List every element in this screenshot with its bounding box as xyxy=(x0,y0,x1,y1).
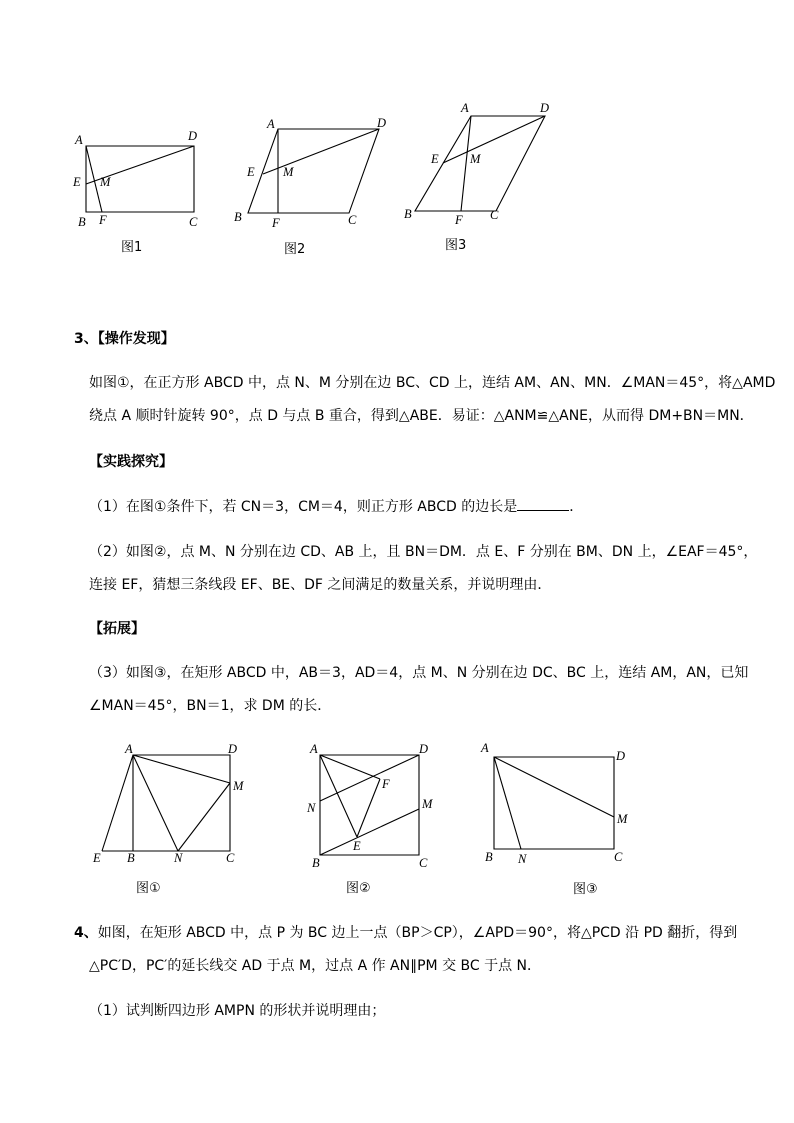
figA-label-b: B xyxy=(127,851,135,865)
fig3-label-d: D xyxy=(540,101,550,115)
q3-part1-end: ． xyxy=(569,499,584,515)
fig1-label-c: C xyxy=(189,215,198,229)
figA-label-e: E xyxy=(93,851,101,865)
fig2-label-c: C xyxy=(348,213,357,227)
fig2-segment-ed xyxy=(263,129,379,174)
figA-segment-ae xyxy=(102,755,133,851)
figC-label-c: C xyxy=(614,850,623,864)
figB-segment-dn xyxy=(320,755,419,801)
fig2-label-f: F xyxy=(272,216,280,230)
q4-line1 xyxy=(74,923,737,943)
q3-part1-text: （1）在图①条件下，若 CN＝3，CM＝4，则正方形 ABCD 的边长是 xyxy=(89,499,518,515)
figC-segment-an xyxy=(494,757,521,849)
figB-label-f: F xyxy=(382,777,390,791)
q4-part1: （1）试判断四边形 AMPN 的形状并说明理由； xyxy=(89,1003,386,1019)
q3-title: 【操作发现】 xyxy=(97,331,175,347)
q3-part2-line1: （2）如图②，点 M、N 分别在边 CD、AB 上，且 BN＝DM．点 E、F 分别在 BM、DN 上，∠EAF＝45°， xyxy=(89,544,758,560)
figure-circled-1 xyxy=(85,735,260,875)
fig2-caption: 图2 xyxy=(284,242,306,257)
figure-3 xyxy=(395,90,570,235)
figure-circled-2 xyxy=(300,735,450,875)
q3-section-practice: 【实践探究】 xyxy=(89,454,173,470)
figB-label-b: B xyxy=(312,856,320,870)
fig2-label-b: B xyxy=(234,210,242,224)
figC-label-n: N xyxy=(518,852,527,866)
figB-label-m: M xyxy=(422,797,433,811)
fig3-label-f: F xyxy=(455,213,463,227)
q3-part2-line2: 连接 EF，猜想三条线段 EF、BE、DF 之间满足的数量关系，并说明理由． xyxy=(89,577,552,593)
q3-intro-line2: 绕点 A 顺时针旋转 90°，点 D 与点 B 重合，得到△ABE．易证：△ANM≌△ANE，从而得 DM+BN＝MN． xyxy=(89,408,754,424)
fig2-label-d: D xyxy=(377,116,387,130)
fig3-label-m: M xyxy=(470,152,481,166)
fig3-label-b: B xyxy=(404,207,412,221)
figC-label-d: D xyxy=(616,749,626,763)
q3-number: 3、 xyxy=(74,331,98,347)
figA-label-c: C xyxy=(226,851,235,865)
figA-segment-an xyxy=(133,755,178,851)
figA-label-a: A xyxy=(125,742,133,756)
figB-label-e: E xyxy=(353,839,361,853)
q4-line2: △PC′D，PC′的延长线交 AD 于点 M，过点 A 作 AN∥PM 交 BC 于点 N． xyxy=(89,958,542,974)
fig3-caption: 图3 xyxy=(445,238,467,253)
fig3-label-c: C xyxy=(490,208,499,222)
q3-intro-line1: 如图①，在正方形 ABCD 中，点 N、M 分别在边 BC、CD 上，连结 AM、AN、MN．∠MAN＝45°，将△AMD xyxy=(89,375,776,391)
fig1-label-d: D xyxy=(188,129,198,143)
fig2-label-a: A xyxy=(267,117,275,131)
fig3-label-e: E xyxy=(431,152,439,166)
q4-text-line1: 如图，在矩形 ABCD 中，点 P 为 BC 边上一点（BP＞CP），∠APD＝90°，将△PCD 沿 PD 翻折，得到 xyxy=(97,925,738,941)
figA-label-d: D xyxy=(228,742,238,756)
figC-caption: 图③ xyxy=(573,882,598,897)
figA-segment-nm xyxy=(178,783,230,851)
fig1-caption: 图1 xyxy=(121,240,143,255)
figB-caption: 图② xyxy=(346,881,371,896)
figC-segment-am xyxy=(494,757,614,817)
answer-blank xyxy=(517,497,569,511)
figA-segment-am xyxy=(133,755,230,783)
figure-circled-3 xyxy=(475,735,645,875)
figC-label-a: A xyxy=(481,741,489,755)
q3-part3-line2: ∠MAN＝45°，BN＝1，求 DM 的长． xyxy=(89,698,332,714)
figB-segment-bm xyxy=(320,809,419,855)
figC-label-m: M xyxy=(617,812,628,826)
figB-label-c: C xyxy=(419,856,428,870)
figA-caption: 图① xyxy=(136,881,161,896)
fig3-segment-ed xyxy=(443,116,545,163)
fig2-label-m: M xyxy=(283,165,294,179)
q4-number: 4、 xyxy=(74,925,98,941)
fig3-label-a: A xyxy=(461,101,469,115)
fig1-label-e: E xyxy=(73,175,81,189)
fig1-label-a: A xyxy=(75,133,83,147)
q3-part1 xyxy=(89,497,583,517)
fig1-label-f: F xyxy=(99,213,107,227)
figC-label-b: B xyxy=(485,850,493,864)
figA-label-m: M xyxy=(233,779,244,793)
figB-label-d: D xyxy=(419,742,429,756)
fig2-parallelogram xyxy=(248,129,379,213)
figure-2 xyxy=(225,108,400,248)
fig1-label-m: M xyxy=(100,175,111,189)
figB-label-a: A xyxy=(310,742,318,756)
q3-section-extend: 【拓展】 xyxy=(89,621,145,637)
figC-rectangle xyxy=(494,757,614,849)
figA-label-n: N xyxy=(174,851,183,865)
fig2-label-e: E xyxy=(247,165,255,179)
q3-part3-line1: （3）如图③，在矩形 ABCD 中，AB＝3，AD＝4，点 M、N 分别在边 DC、BC 上，连结 AM，AN，已知 xyxy=(89,665,749,681)
fig1-label-b: B xyxy=(78,215,86,229)
figB-label-n: N xyxy=(307,801,316,815)
q3-heading xyxy=(74,329,175,349)
